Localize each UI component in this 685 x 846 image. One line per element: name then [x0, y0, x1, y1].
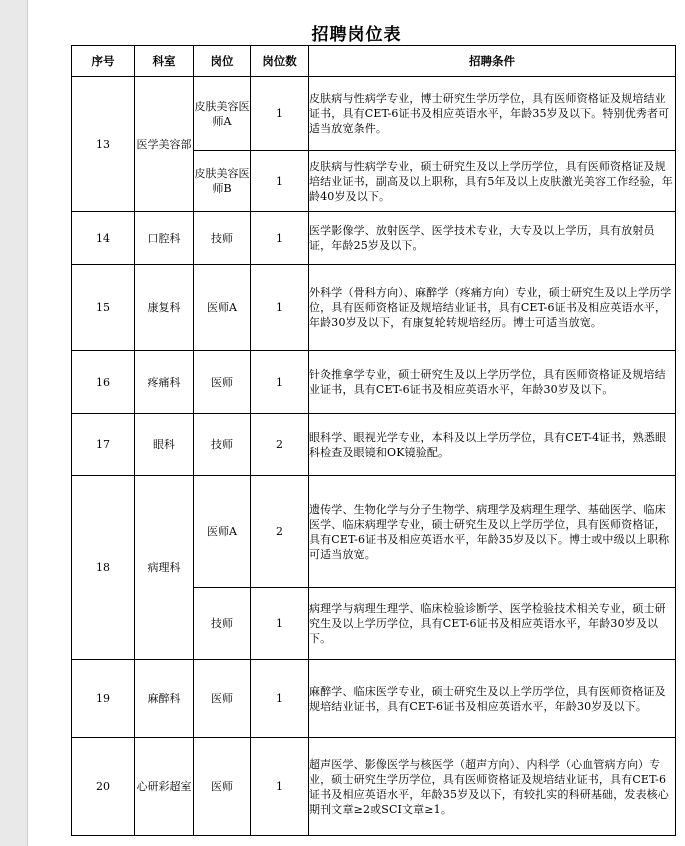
cell-position: 医师A: [194, 476, 251, 588]
cell-requirements: 超声医学、影像医学与核医学（超声方向）、内科学（心血管病方向）专业，硕士研究生学历学位，具有医师资格证及规培结业证书，具有CET-6证书及相应英语水平，年龄35岁及以下，有较扎实的科研基础，发表核心期刊文章≥2或SCI文章≥1。: [309, 738, 676, 836]
cell-position: 皮肤美容医师B: [194, 151, 251, 212]
cell-position: 技师: [194, 588, 251, 660]
cell-seq: 19: [72, 660, 135, 738]
cell-seq: 16: [72, 351, 135, 414]
cell-dept: 康复科: [135, 265, 194, 351]
cell-position: 医师A: [194, 265, 251, 351]
table-row: [72, 265, 676, 351]
header-count: 岗位数: [251, 46, 309, 77]
cell-seq: 13: [72, 77, 135, 212]
table-row: [72, 77, 676, 151]
recruitment-table: [71, 45, 676, 836]
cell-requirements: 医学影像学、放射医学、医学技术专业，大专及以上学历，具有放射员证，年龄25岁及以下。: [309, 212, 676, 265]
table-header-row: [72, 46, 676, 77]
table-row: [72, 660, 676, 738]
cell-position: 技师: [194, 414, 251, 476]
cell-dept: 医学美容部: [135, 77, 194, 212]
cell-seq: 15: [72, 265, 135, 351]
cell-count: 2: [251, 414, 309, 476]
cell-count: 1: [251, 660, 309, 738]
cell-count: 1: [251, 588, 309, 660]
viewer-left-gutter: [0, 0, 28, 846]
cell-count: 1: [251, 151, 309, 212]
cell-seq: 14: [72, 212, 135, 265]
cell-dept: 眼科: [135, 414, 194, 476]
cell-dept: 疼痛科: [135, 351, 194, 414]
cell-position: 医师: [194, 738, 251, 836]
cell-requirements: 外科学（骨科方向）、麻醉学（疼痛方向）专业，硕士研究生及以上学历学位，具有医师资格证及规培结业证书，具有CET-6证书及相应英语水平，年龄30岁及以下，有康复轮转规培经历。博士可适当放宽。: [309, 265, 676, 351]
cell-count: 1: [251, 77, 309, 151]
header-position: 岗位: [194, 46, 251, 77]
cell-position: 皮肤美容医师A: [194, 77, 251, 151]
header-requirements: 招聘条件: [309, 46, 676, 77]
cell-count: 1: [251, 212, 309, 265]
cell-dept: 口腔科: [135, 212, 194, 265]
cell-requirements: 皮肤病与性病学专业，硕士研究生及以上学历学位，具有医师资格证及规培结业证书，副高及以上职称，具有5年及以上皮肤激光美容工作经验，年龄40岁及以下。: [309, 151, 676, 212]
page-title: 招聘岗位表: [311, 25, 402, 45]
cell-requirements: 针灸推拿学专业，硕士研究生及以上学历学位，具有医师资格证及规培结业证书，具有CET-6证书及相应英语水平，年龄30岁及以下。: [309, 351, 676, 414]
cell-dept: 病理科: [135, 476, 194, 660]
cell-count: 1: [251, 351, 309, 414]
table-row: [72, 476, 676, 588]
cell-requirements: 病理学与病理生理学、临床检验诊断学、医学检验技术相关专业，硕士研究生及以上学历学位，具有CET-6证书及相应英语水平，年龄30岁及以下。: [309, 588, 676, 660]
cell-requirements: 皮肤病与性病学专业，博士研究生学历学位，具有医师资格证及规培结业证书，具有CET-6证书及相应英语水平，年龄35岁及以下。特别优秀者可适当放宽条件。: [309, 77, 676, 151]
cell-position: 医师: [194, 351, 251, 414]
cell-position: 医师: [194, 660, 251, 738]
header-seq: 序号: [72, 46, 135, 77]
table-row: [72, 414, 676, 476]
cell-count: 1: [251, 738, 309, 836]
table-row: [72, 351, 676, 414]
cell-seq: 20: [72, 738, 135, 836]
cell-seq: 17: [72, 414, 135, 476]
cell-position: 技师: [194, 212, 251, 265]
table-row: [72, 738, 676, 836]
cell-count: 2: [251, 476, 309, 588]
document-page: [28, 0, 685, 846]
cell-requirements: 遗传学、生物化学与分子生物学、病理学及病理生理学、基础医学、临床医学、临床病理学专业，硕士研究生及以上学历学位，具有医师资格证，具有CET-6证书及相应英语水平，年龄35岁及以下。博士或中级以上职称可适当放宽。: [309, 476, 676, 588]
table-row: [72, 212, 676, 265]
cell-requirements: 眼科学、眼视光学专业，本科及以上学历学位，具有CET-4证书，熟悉眼科检查及眼镜和OK镜验配。: [309, 414, 676, 476]
cell-requirements: 麻醉学、临床医学专业，硕士研究生及以上学历学位，具有医师资格证及规培结业证书，具有CET-6证书及相应英语水平，年龄30岁及以下。: [309, 660, 676, 738]
cell-count: 1: [251, 265, 309, 351]
cell-dept: 麻醉科: [135, 660, 194, 738]
header-dept: 科室: [135, 46, 194, 77]
cell-dept: 心研彩超室: [135, 738, 194, 836]
cell-seq: 18: [72, 476, 135, 660]
